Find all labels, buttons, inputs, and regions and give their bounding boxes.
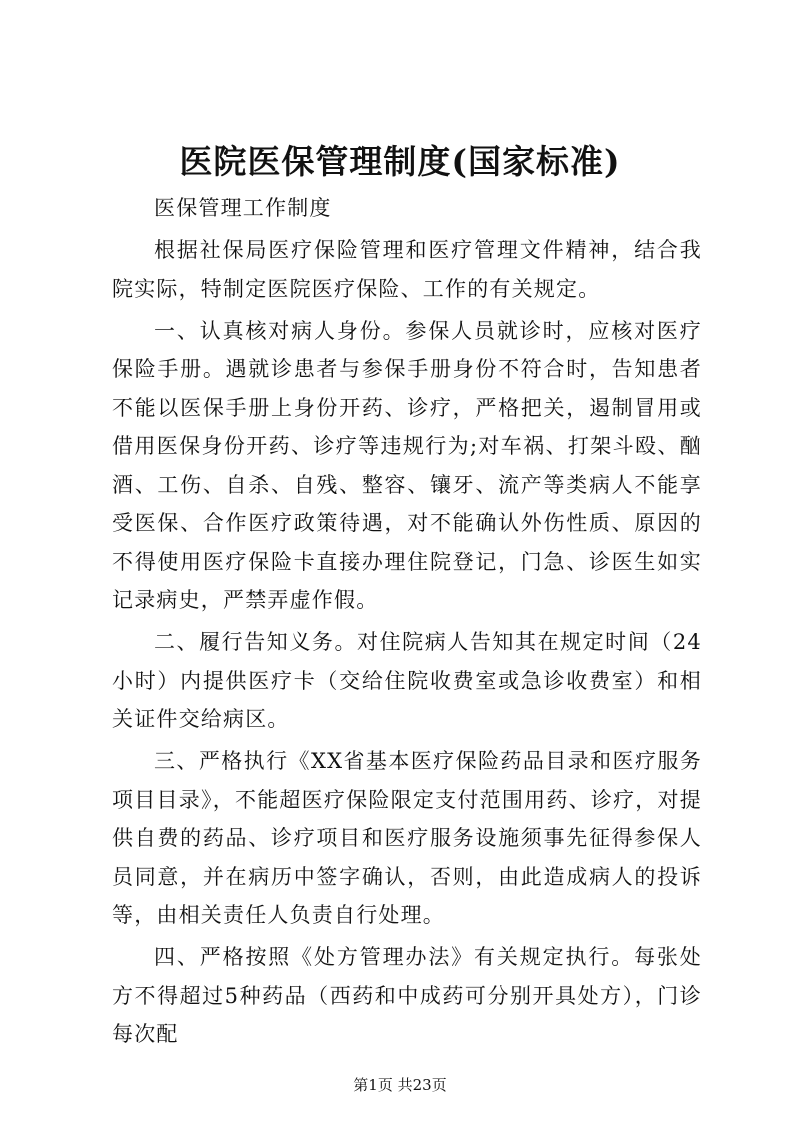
section-heading: 医保管理工作制度 — [154, 196, 332, 220]
intro-paragraph: 根据社保局医疗保险管理和医疗管理文件精神，结合我院实际，特制定医院医疗保险、工作的有关规定。 — [112, 238, 702, 301]
paragraph-2: 二、履行告知义务。对住院病人告知其在规定时间（24小时）内提供医疗卡（交给住院收费室或急诊收费室）和相关证件交给病区。 — [112, 630, 702, 731]
paragraph-1: 一、认真核对病人身份。参保人员就诊时，应核对医疗保险手册。遇就诊患者与参保手册身份不符合时，告知患者不能以医保手册上身份开药、诊疗，严格把关，遏制冒用或借用医保身份开药、诊疗等违规行为;对车祸、打架斗殴、酗酒、工伤、自杀、自残、整容、镶牙、流产等类病人不能享受医保、合作医疗政策待遇，对不能确认外伤性质、原因的不得使用医疗保险卡直接办理住院登记，门急、诊医生如实记录病史，严禁弄虚作假。 — [112, 318, 702, 612]
document-title: 医院医保管理制度(国家标准) — [179, 142, 621, 181]
paragraph-4: 四、严格按照《处方管理办法》有关规定执行。每张处方不得超过5种药品（西药和中成药可分别开具处方），门诊每次配 — [112, 945, 702, 1046]
document-body — [112, 189, 702, 1054]
paragraph-3: 三、严格执行《XX省基本医疗保险药品目录和医疗服务项目目录》，不能超医疗保险限定支付范围用药、诊疗，对提供自费的药品、诊疗项目和医疗服务设施须事先征得参保人员同意，并在病历中签字确认，否则，由此造成病人的投诉等，由相关责任人负责自行处理。 — [112, 749, 702, 927]
page-footer: 第1页 共23页 — [353, 1076, 447, 1094]
